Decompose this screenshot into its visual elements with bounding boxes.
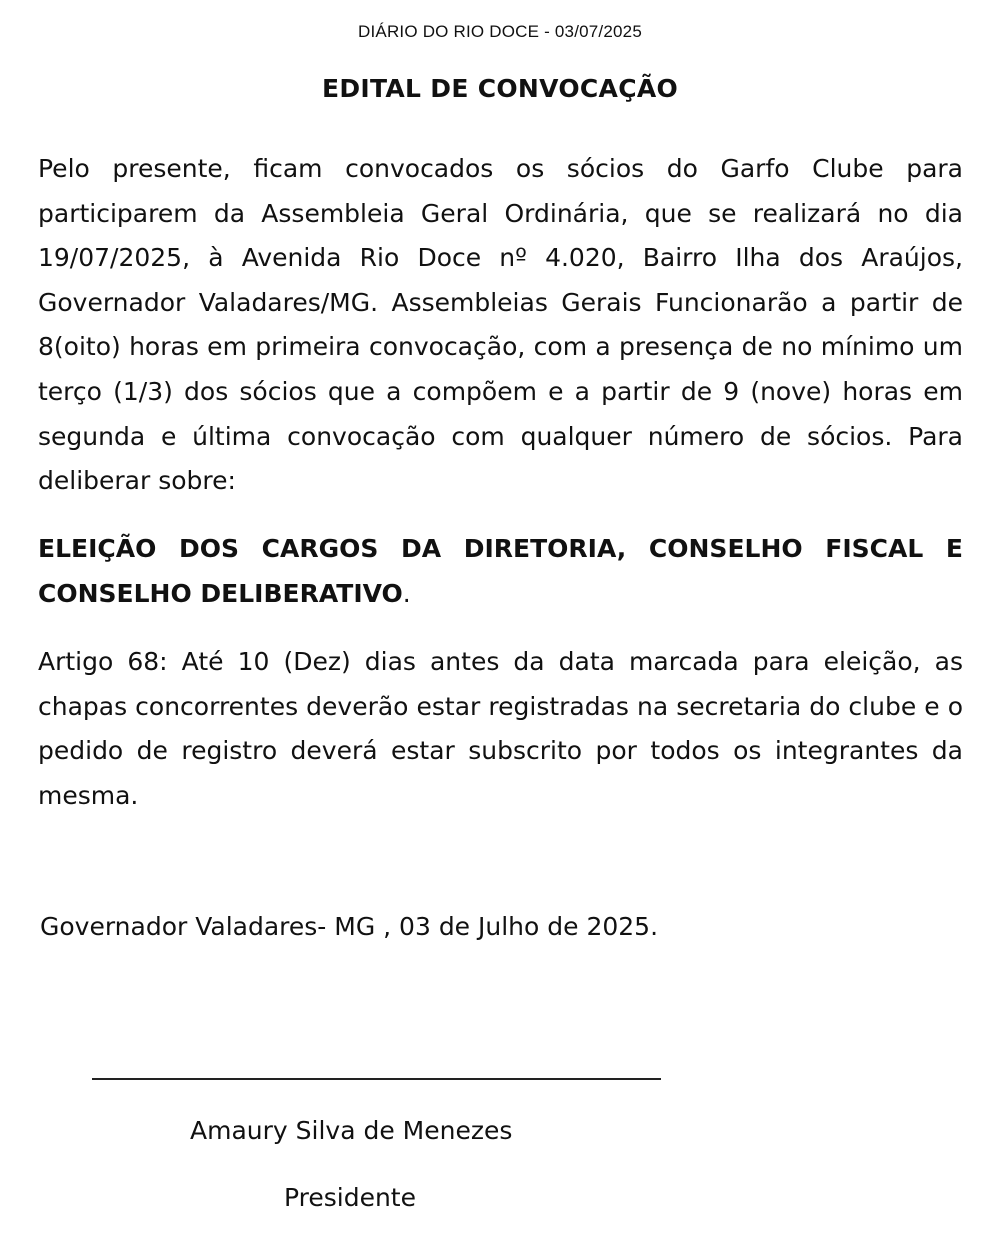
place-and-date: Governador Valadares- MG , 03 de Julho de 2025. <box>40 912 659 941</box>
agenda-item-period: . <box>402 578 411 608</box>
agenda-item-text: ELEIÇÃO DOS CARGOS DA DIRETORIA, CONSELHO FISCAL E CONSELHO DELIBERATIVO <box>38 534 963 608</box>
newspaper-header: DIÁRIO DO RIO DOCE - 03/07/2025 <box>358 22 642 41</box>
notice-title: EDITAL DE CONVOCAÇÃO <box>321 74 679 103</box>
signature-line <box>92 1078 661 1080</box>
article-paragraph: Artigo 68: Até 10 (Dez) dias antes da data marcada para eleição, as chapas concorrentes deverão estar registradas na secretaria do clube e o pedido de registro deverá estar subscrito por todos os integrantes da mesma. <box>38 647 963 810</box>
convocation-paragraph: Pelo presente, ficam convocados os sócios do Garfo Clube para participarem da Assembleia Geral Ordinária, que se realizará no dia 19/07/2025, à Avenida Rio Doce nº 4.020, Bairro Ilha dos Araújos, Governador Valadares/MG. Assembleias Gerais Funcionarão a partir de 8(oito) horas em primeira convocação, com a presença de no mínimo um terço (1/3) dos sócios que a compõem e a partir de 9 (nove) horas em segunda e última convocação com qualquer número de sócios. Para deliberar sobre: <box>38 154 963 496</box>
signatory-name: Amaury Silva de Menezes <box>190 1116 513 1145</box>
agenda-item <box>38 527 963 616</box>
signatory-role: Presidente <box>284 1183 416 1212</box>
